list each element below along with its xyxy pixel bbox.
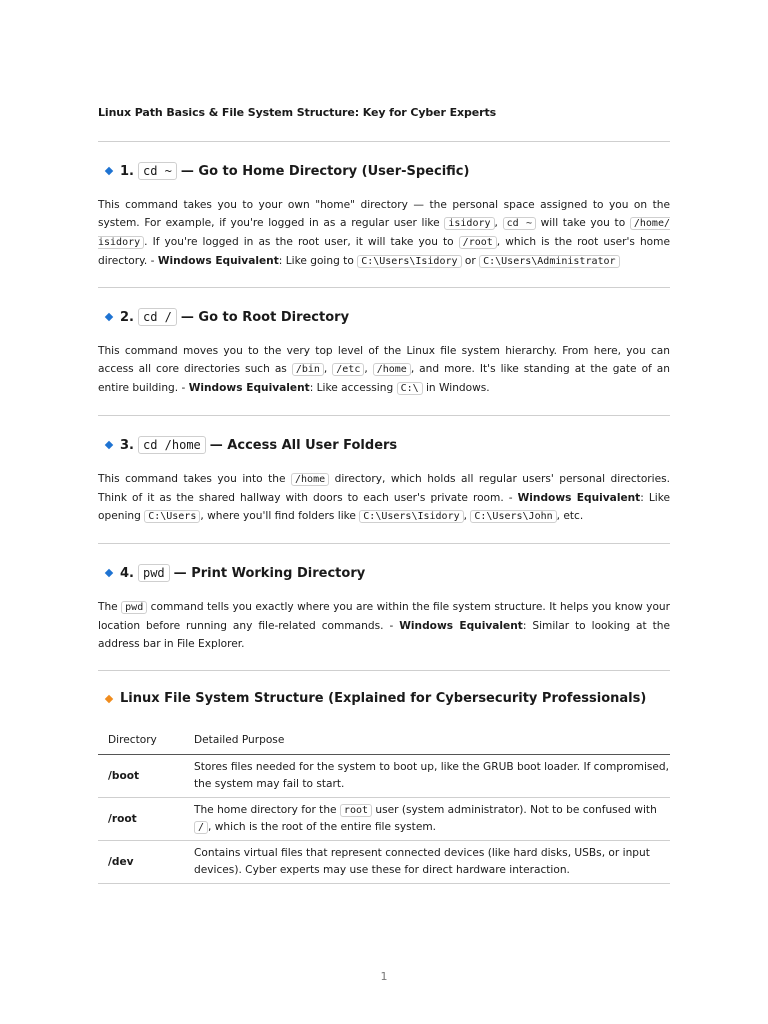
table-row <box>98 755 670 798</box>
divider <box>98 415 670 416</box>
section-title: — Go to Home Directory (User-Specific) <box>180 163 470 179</box>
bold-label: Windows Equivalent <box>157 255 279 267</box>
document-title: Linux Path Basics & File System Structure: Key for Cyber Experts <box>98 106 497 119</box>
section-title: — Access All User Folders <box>209 437 398 453</box>
divider <box>98 670 670 671</box>
table-row <box>98 841 670 884</box>
section-number: 2. <box>120 309 134 325</box>
bold-label: Windows Equivalent <box>399 620 523 632</box>
section-heading-2 <box>104 308 349 326</box>
inline-code: /home <box>373 363 411 376</box>
inline-code: /bin <box>292 363 324 376</box>
divider <box>98 287 670 288</box>
inline-code: /root <box>459 236 497 249</box>
inline-code: C:\Users\Isidory <box>357 255 461 268</box>
inline-code: /home/ isidory <box>98 218 670 248</box>
column-header: Directory <box>98 726 184 755</box>
section-paragraph-1: This command takes you to your own "home" directory — the personal space assigned to you on the system. For example, if you're logged in as a regular user like isidory , cd ~ will take you to /home/ isidory . If you're logged in as the root user, it will take you to /root , which is the root user's home directory. - Windows Equivalent: Like going to C:\Users\Isidory or C:\Users\Administrator <box>98 199 670 267</box>
bold-label: Windows Equivalent <box>517 492 641 504</box>
inline-code: C:\Users\Administrator <box>479 255 619 268</box>
divider <box>98 543 670 544</box>
inline-code: C:\ <box>397 382 423 395</box>
inline-code: /etc <box>332 363 364 376</box>
column-header: Detailed Purpose <box>184 726 670 755</box>
inline-code: C:\Users\John <box>470 510 556 523</box>
heading-code: pwd <box>138 564 170 582</box>
blue-diamond-icon <box>105 167 113 175</box>
purpose-cell: Stores files needed for the system to boot up, like the GRUB boot loader. If compromised, the system may fail to start. <box>184 755 670 798</box>
inline-code: cd ~ <box>503 217 536 230</box>
section-title: — Print Working Directory <box>173 565 366 581</box>
blue-diamond-icon <box>105 313 113 321</box>
purpose-cell: The home directory for the root user (system administrator). Not to be confused with / , which is the root of the entire file system. <box>184 798 670 841</box>
table-row <box>98 798 670 841</box>
heading-code: cd / <box>138 308 177 326</box>
section-title: — Go to Root Directory <box>180 309 350 325</box>
section-heading-1 <box>104 162 469 180</box>
section-paragraph-4: The pwd command tells you exactly where you are within the file system structure. It helps you know your location before running any file-related commands. - Windows Equivalent: Similar to looking at the address bar in File Explorer. <box>98 601 670 650</box>
inline-code: pwd <box>121 601 147 614</box>
section-number: 1. <box>120 163 134 179</box>
section-number: 4. <box>120 565 134 581</box>
directory-cell: /dev <box>98 841 184 884</box>
section-title: Linux File System Structure (Explained for Cybersecurity Professionals) <box>120 691 647 706</box>
inline-code: C:\Users\Isidory <box>359 510 463 523</box>
bold-label: Windows Equivalent <box>188 382 310 394</box>
directory-cell: /boot <box>98 755 184 798</box>
inline-code: C:\Users <box>144 510 200 523</box>
blue-diamond-icon <box>105 441 113 449</box>
table-header-row <box>98 726 670 755</box>
section-number: 3. <box>120 437 134 453</box>
directory-table <box>98 726 670 884</box>
heading-code: cd /home <box>138 436 206 454</box>
section-heading-4 <box>104 564 365 582</box>
orange-diamond-icon <box>105 694 113 702</box>
inline-code: / <box>194 821 208 834</box>
purpose-cell: Contains virtual files that represent connected devices (like hard disks, USBs, or input devices). Cyber experts may use these for direct hardware interaction. <box>184 841 670 884</box>
page-number: 1 <box>380 970 388 983</box>
inline-code: /home <box>291 473 329 486</box>
fs-section-heading <box>104 691 646 706</box>
blue-diamond-icon <box>105 569 113 577</box>
inline-code: root <box>340 804 372 817</box>
section-paragraph-2: This command moves you to the very top level of the Linux file system hierarchy. From here, you can access all core directories such as /bin , /etc , /home , and more. It's like standing at the gate of an entire building. - Windows Equivalent: Like accessing C:\ in Windows. <box>98 345 670 394</box>
inline-code: isidory <box>444 217 494 230</box>
section-heading-3 <box>104 436 397 454</box>
heading-code: cd ~ <box>138 162 177 180</box>
directory-cell: /root <box>98 798 184 841</box>
section-paragraph-3: This command takes you into the /home directory, which holds all regular users' personal directories. Think of it as the shared hallway with doors to each user's private room. - Windows Equivalent: Like opening C:\Users , where you'll find folders like C:\Users\Isidory , C:\Users\John , etc. <box>98 473 671 522</box>
divider <box>98 141 670 142</box>
